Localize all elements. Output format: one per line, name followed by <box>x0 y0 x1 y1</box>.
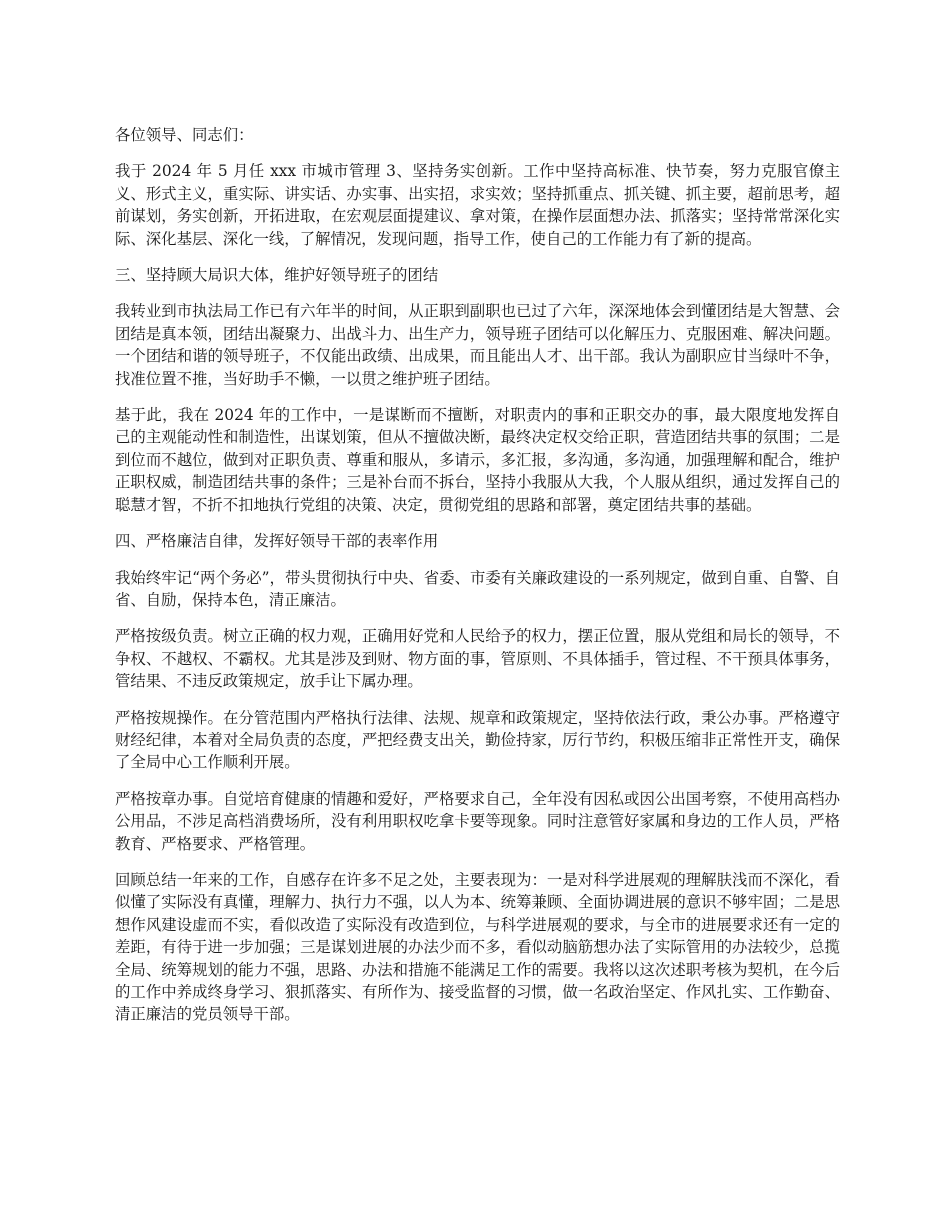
paragraph-review-summary: 回顾总结一年来的工作，自感存在许多不足之处，主要表现为：一是对科学进展观的理解肤浅而不深化，看似懂了实际没有真懂，理解力、执行力不强，以人为本、统筹兼顾、全面协调进展的意识不够牢固；二是思想作风建设虚而不实，看似改造了实际没有改造到位，与科学进展观的要求，与全市的进展要求还有一定的差距，有待于进一步加强；三是谋划进展的办法少而不多，看似动脑筋想办法了实际管用的办法较少，总揽全局、统筹规划的能力不强，思路、办法和措施不能满足工作的需要。我将以这次述职考核为契机，在今后的工作中养成终身学习、狠抓落实、有所作为、接受监督的习惯，做一名政治坚定、作风扎实、工作勤奋、清正廉洁的党员领导干部。 <box>115 870 840 1024</box>
salutation: 各位领导、同志们： <box>115 126 254 144</box>
paragraph-strict-regulations: 严格按章办事。自觉培育健康的情趣和爱好，严格要求自己，全年没有因私或因公出国考察，不使用高档办公用品，不涉足高档消费场所，没有利用职权吃拿卡要等现象。同时注意管好家属和身边的工作人员，严格教育、严格要求、严格管理。 <box>115 789 840 853</box>
paragraph-work-innovation: 我于 2024 年 5 月任 xxx 市城市管理 3、坚持务实创新。工作中坚持高标准、快节奏，努力克服官僚主义、形式主义，重实际、讲实话、办实事、出实招，求实效；坚持抓重点、抓关键、抓主要，超前思考，超前谋划，务实创新，开拓进取，在宏观层面提建议、拿对策，在操作层面想办法、抓落实；坚持常常深化实际、深化基层、深化一线，了解情况，发现问题，指导工作，使自己的工作能力有了新的提高。 <box>115 162 840 248</box>
document-body <box>115 124 840 1040</box>
paragraph-2024-work: 基于此，我在 2024 年的工作中，一是谋断而不擅断，对职责内的事和正职交办的事，最大限度地发挥自己的主观能动性和制造性，出谋划策，但从不擅做决断，最终决定权交给正职，营造团结共事的氛围；二是到位而不越位，做到对正职负责、尊重和服从，多请示，多汇报，多沟通，多沟通，加强理解和配合，维护正职权威，制造团结共事的条件；三是补台而不拆台，坚持小我服从大我，个人服从组织，通过发挥自己的聪慧才智，不折不扣地执行党组的决策、决定，贯彻党组的思路和部署，奠定团结共事的基础。 <box>115 406 840 514</box>
section-heading-3: 三、坚持顾大局识大体，维护好领导班子的团结 <box>115 266 439 285</box>
paragraph-strict-level: 严格按级负责。树立正确的权力观，正确用好党和人民给予的权力，摆正位置，服从党组和局长的领导，不争权、不越权、不霸权。尤其是涉及到财、物方面的事，管原则、不具体插手，管过程、不干预具体事务，管结果、不违反政策规定，放手让下属办理。 <box>115 627 840 691</box>
paragraph-strict-rules: 严格按规操作。在分管范围内严格执行法律、法规、规章和政策规定，坚持依法行政，秉公办事。严格遵守财经纪律，本着对全局负责的态度，严把经费支出关，勤俭持家，厉行节约，积极压缩非正常性开支，确保了全局中心工作顺利开展。 <box>115 708 840 772</box>
paragraph-unity: 我转业到市执法局工作已有六年半的时间，从正职到副职也已过了六年，深深地体会到懂团结是大智慧、会团结是真本领，团结出凝聚力、出战斗力、出生产力，领导班子团结可以化解压力、克服困难、解决问题。一个团结和谐的领导班子，不仅能出政绩、出成果，而且能出人才、出干部。我认为副职应甘当绿叶不争，找准位置不推，当好助手不懒，一以贯之维护班子团结。 <box>115 302 840 388</box>
section-heading-4: 四、严格廉洁自律，发挥好领导干部的表率作用 <box>115 532 439 551</box>
paragraph-two-musts: 我始终牢记“两个务必”，带头贯彻执行中央、省委、市委有关廉政建设的一系列规定，做到自重、自警、自省、自励，保持本色，清正廉洁。 <box>115 568 840 609</box>
